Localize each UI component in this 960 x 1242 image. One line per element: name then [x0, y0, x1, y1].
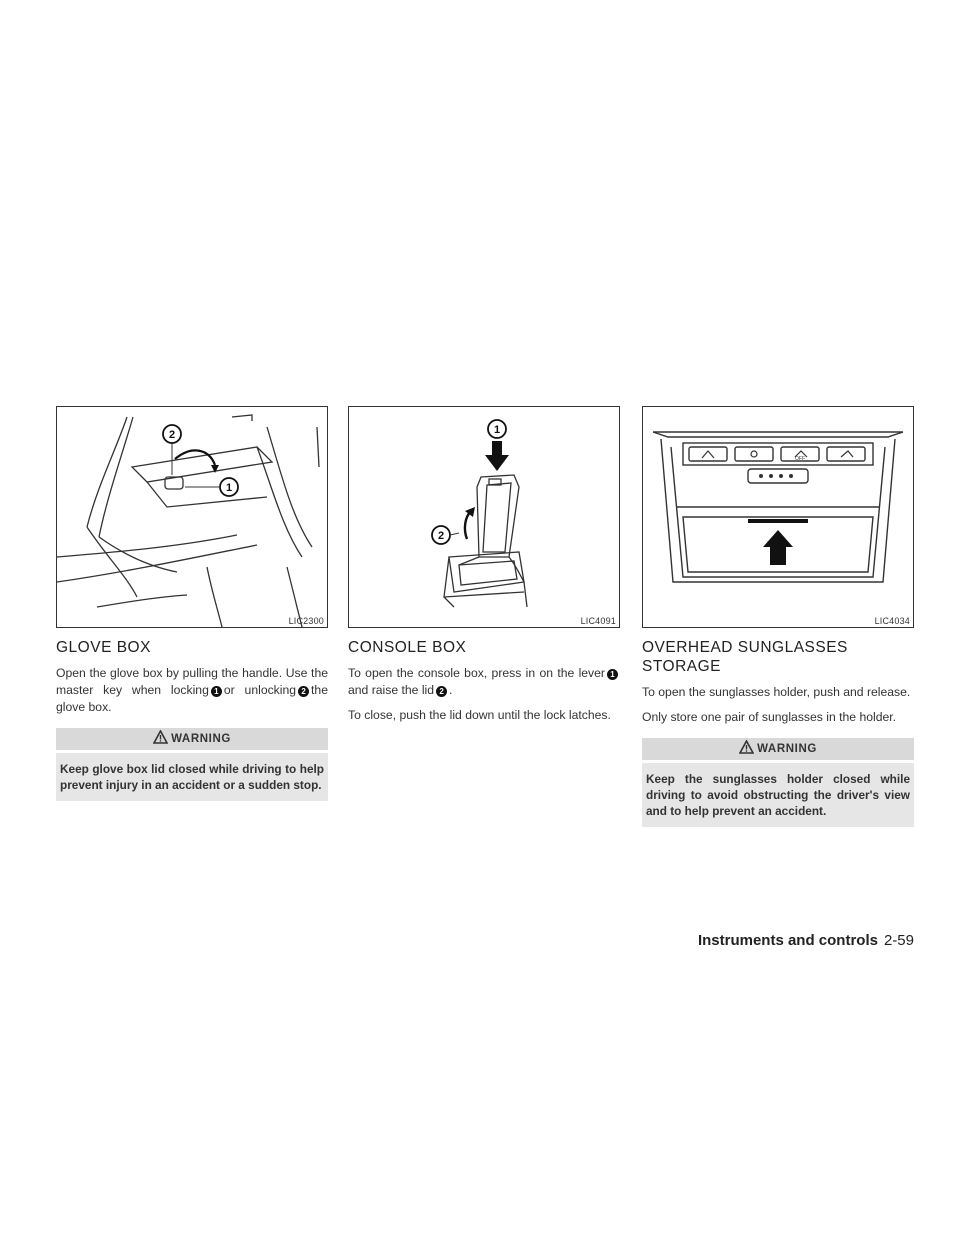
body-paragraph: [348, 665, 620, 699]
title-line-2: STORAGE: [642, 658, 722, 675]
sunglasses-section: [642, 406, 914, 827]
warning-label: WARNING: [757, 743, 817, 755]
text-run: Open the glove box by pulling the handle. Use the master key when locking: [56, 666, 328, 697]
sunglasses-figure: [642, 406, 914, 628]
figure-code: LIC4034: [874, 616, 910, 626]
warning-label: WARNING: [171, 733, 231, 745]
glove-box-illustration: [57, 407, 327, 627]
warning-triangle-icon: [739, 740, 754, 754]
callout-ref-2: 2: [298, 686, 309, 697]
warning-header: [56, 728, 328, 750]
callout-ref-2: 2: [436, 686, 447, 697]
body-paragraph: To open the sunglasses holder, push and release.: [642, 685, 911, 699]
page-footer: [640, 932, 914, 949]
section-title: [642, 638, 914, 676]
glove-callout-1: 1: [225, 482, 233, 494]
text-run: .: [449, 683, 453, 697]
glove-callout-2: 2: [168, 429, 176, 441]
text-run: the glove box.: [56, 683, 328, 714]
title-line-1: OVERHEAD SUNGLASSES: [642, 639, 848, 656]
callout-ref-1: 1: [211, 686, 222, 697]
callout-ref-1: 1: [607, 669, 618, 680]
warning-box: [642, 738, 914, 827]
body-paragraph: [56, 665, 328, 716]
figure-code: LIC2300: [288, 616, 324, 626]
body-paragraph: To close, push the lid down until the lock latches.: [348, 708, 611, 722]
button-off-label: OFF: [795, 456, 805, 462]
warning-text: Keep the sunglasses holder closed while driving to avoid obstructing the driver's view and to help prevent an accident.: [642, 763, 914, 827]
section-title: GLOVE BOX: [56, 639, 151, 656]
glove-box-section: [56, 406, 328, 801]
text-run: To open the console box, press in on the lever: [348, 666, 605, 680]
sunglasses-illustration: [643, 407, 913, 627]
glove-box-figure: [56, 406, 328, 628]
console-box-figure: [348, 406, 620, 628]
section-title: CONSOLE BOX: [348, 639, 467, 656]
console-callout-2: 2: [437, 530, 445, 542]
body-paragraph: Only store one pair of sunglasses in the holder.: [642, 710, 897, 724]
warning-box: [56, 728, 328, 801]
warning-triangle-icon: [153, 730, 168, 744]
warning-header: [642, 738, 914, 760]
text-run: and raise the lid: [348, 683, 435, 697]
warning-text: Keep glove box lid closed while driving to help prevent injury in an accident or a sudden stop.: [56, 753, 328, 801]
console-callout-1: 1: [493, 424, 501, 436]
figure-code: LIC4091: [580, 616, 616, 626]
footer-section: Instruments and controls: [697, 932, 878, 949]
console-box-section: [348, 406, 620, 732]
page-number: 2-59: [883, 932, 914, 949]
console-box-illustration: [349, 407, 619, 627]
text-run: or unlocking: [223, 683, 297, 697]
